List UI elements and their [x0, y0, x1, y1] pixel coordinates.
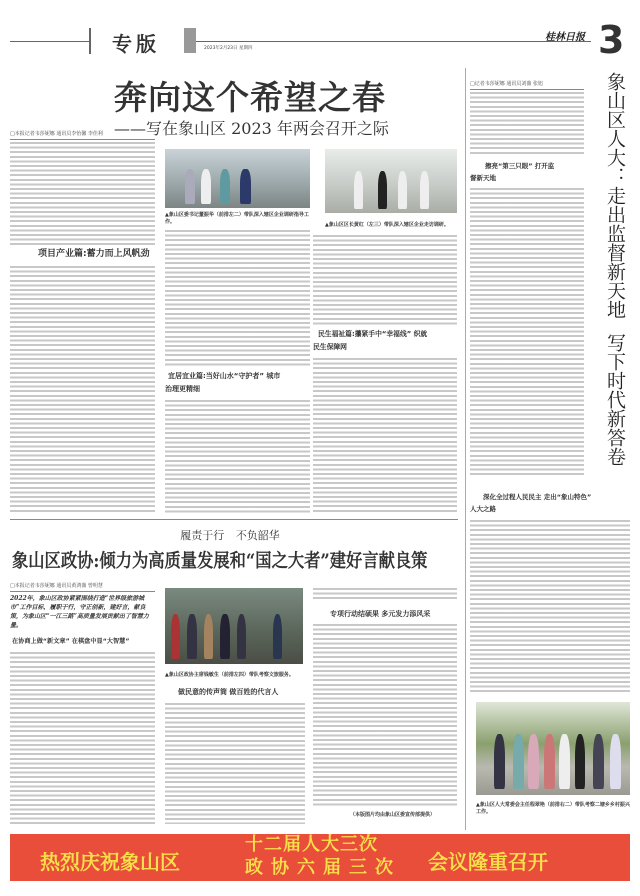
section-heading: 在协商上做“新文章” 在棋盘中显“大智慧”	[12, 638, 130, 645]
masthead-tick	[89, 28, 91, 54]
section-heading: 深化全过程人民民主 走出“象山特色”	[483, 493, 592, 501]
cppcc-intro: 2022年，象山区政协紧紧围绕打造“世界级旅游城市”工作目标，履职于行，守正创新，建好言，献良策，为象山区“一江三路”高质量发展贡献出了智慧力量。	[10, 595, 149, 629]
photo-caption: ▲象山区委书记董振华（前排左二）带队深入辖区企业调研指导工作。	[165, 212, 309, 225]
photo-district-head	[325, 149, 457, 213]
section-heading: 擦亮“第三只眼” 打开监	[485, 162, 555, 170]
section-heading: 督新天地	[470, 174, 496, 182]
body-text	[165, 230, 310, 368]
person-figure	[273, 614, 283, 660]
person-figure	[544, 734, 555, 790]
person-figure	[528, 734, 539, 790]
section-block	[184, 28, 196, 53]
section-divider	[10, 519, 458, 520]
body-text	[470, 92, 584, 154]
section-heading: 项目产业篇:蓄力而上风帆劲	[38, 249, 150, 259]
section-heading: 民生福祉篇:攥紧手中“幸福线” 织就	[318, 330, 428, 338]
issue-date: 2023年2月23日 星期四	[204, 46, 253, 51]
photo-credit: （本版图片均由象山区委宣传部提供）	[350, 812, 436, 818]
paper-logo: 桂林日报	[545, 32, 585, 43]
person-figure	[237, 614, 247, 660]
banner-right-text: 会议隆重召开	[428, 850, 548, 874]
section-heading: 治理更精细	[165, 385, 200, 393]
person-figure	[220, 169, 230, 204]
npc-byline: □记者韦莎妮娜 通讯员刘薇 张旭	[470, 80, 584, 90]
body-text	[470, 520, 630, 694]
photo-party-secretary	[165, 149, 310, 208]
cppcc-headline: 象山区政协:倾力为高质量发展和“国之大者”建好言献良策	[12, 551, 428, 572]
body-text	[165, 400, 310, 514]
page-number: 3	[598, 18, 625, 62]
person-figure	[220, 614, 230, 660]
body-text	[10, 652, 155, 824]
photo-caption: ▲象山区人大常委会主任程翠艳（前排右二）带队考察二塘乡乡村振兴工作。	[476, 802, 630, 815]
section-label: 专版	[112, 32, 160, 56]
body-text	[470, 188, 584, 478]
npc-title-line2: 写下时代新答卷	[604, 333, 626, 466]
person-figure	[354, 171, 363, 209]
banner-left-text: 热烈庆祝象山区	[40, 850, 180, 874]
person-figure	[378, 171, 387, 209]
body-text	[10, 142, 155, 248]
column-divider	[465, 68, 466, 830]
body-text	[313, 358, 457, 514]
person-figure	[185, 169, 195, 204]
section-heading: 做民意的传声筒 做百姓的代言人	[178, 688, 279, 696]
banner-mid-bottom: 政协六届三次	[245, 857, 401, 878]
body-text	[313, 588, 457, 602]
banner-mid-top: 十二届人大三次	[245, 834, 378, 855]
photo-caption: ▲象山区政协主席钱敏生（前排左四）带队考察文旅服务。	[165, 672, 294, 678]
npc-vertical-title	[598, 72, 630, 466]
body-text	[165, 703, 305, 824]
person-figure	[513, 734, 524, 790]
body-text	[10, 266, 155, 514]
main-subtitle: ——写在象山区 2023 年两会召开之际	[114, 119, 389, 138]
person-figure	[201, 169, 211, 204]
person-figure	[204, 614, 214, 660]
person-figure	[398, 171, 407, 209]
masthead-rule-left	[10, 41, 90, 42]
photo-npc-director	[476, 702, 630, 795]
section-heading: 人大之路	[470, 505, 496, 513]
photo-caption: ▲象山区区长黄红（左三）带队深入辖区企业走访调研。	[325, 222, 449, 228]
person-figure	[593, 734, 604, 790]
cppcc-byline: □本报记者韦莎妮娜 通讯员黄鸿薇 曾明慧	[10, 582, 155, 592]
section-heading: 专项行动结硕果 多元发力添风采	[330, 610, 431, 618]
main-headline: 奔向这个希望之春	[114, 78, 386, 117]
person-figure	[610, 734, 621, 790]
person-figure	[171, 614, 181, 660]
section-heading: 宜居宜业篇:当好山水“守护者” 城市	[168, 372, 281, 380]
masthead-rule	[196, 41, 591, 42]
person-figure	[575, 734, 586, 790]
npc-title-line1: 象山区人大：走出监督新天地	[604, 72, 626, 319]
section-heading: 民生保障网	[313, 343, 347, 351]
person-figure	[494, 734, 505, 790]
main-byline: □本报记者韦莎妮娜 通讯员李怡馨 李佳利	[10, 130, 155, 140]
cppcc-kicker: 履责于行 不负韶华	[180, 529, 280, 542]
body-text	[313, 235, 457, 325]
person-figure	[559, 734, 570, 790]
person-figure	[420, 171, 429, 209]
celebration-banner	[10, 834, 630, 881]
body-text	[313, 624, 457, 808]
person-figure	[240, 169, 250, 204]
person-figure	[187, 614, 197, 660]
photo-cppcc-chair	[165, 588, 303, 664]
